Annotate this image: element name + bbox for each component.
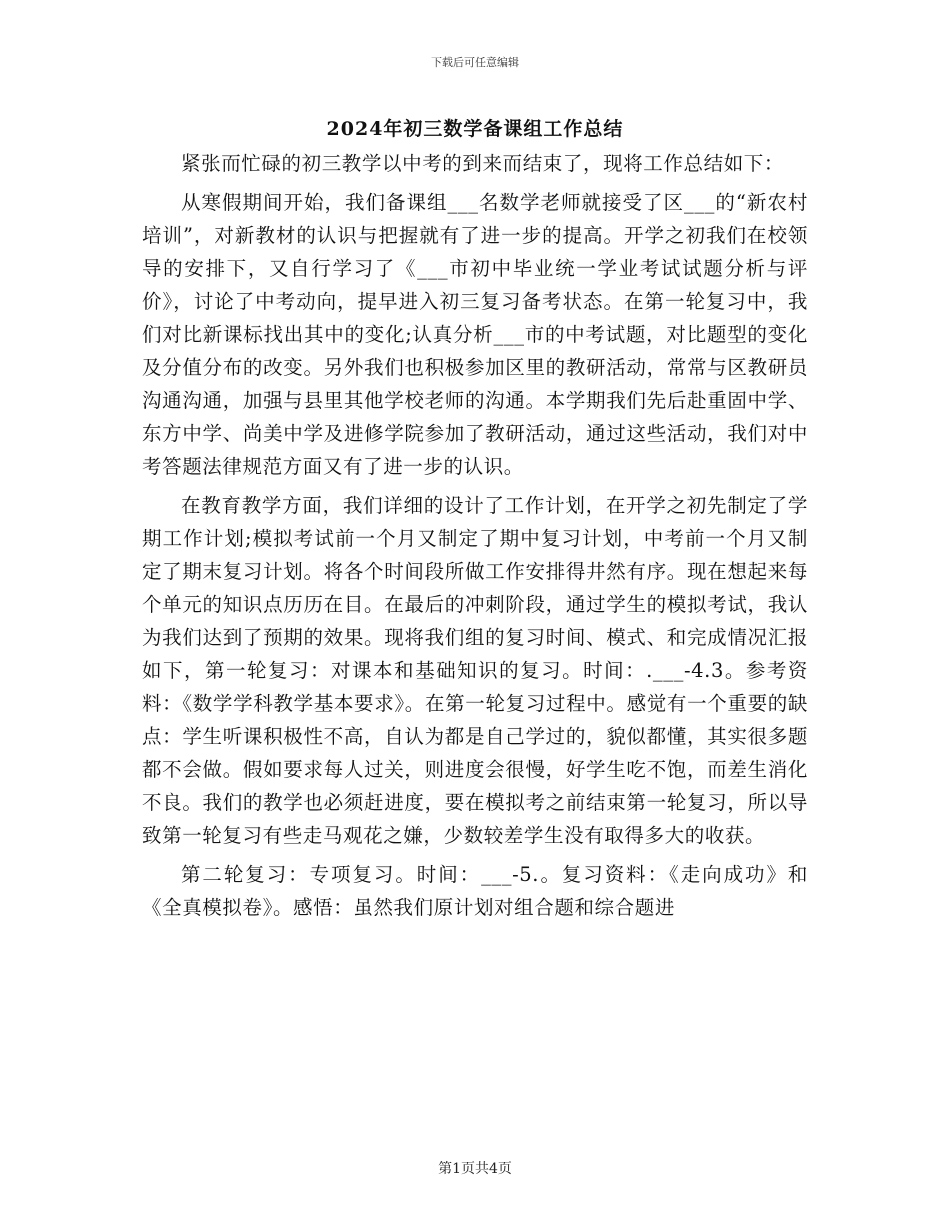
document-body	[142, 147, 808, 930]
paragraph-intro: 紧张而忙碌的初三教学以中考的到来而结束了，现将工作总结如下：	[181, 152, 785, 175]
paragraph-teaching-plan: 在教育教学方面，我们详细的设计了工作计划，在开学之初先制定了学期工作计划;模拟考试前一个月又制定了期中复习计划，中考前一个月又制定了期末复习计划。将各个时间段所做工作安排得井然有序。现在想起来每个单元的知识点历历在目。在最后的冲刺阶段，通过学生的模拟考试，我认为我们达到了预期的效果。现将我们组的复习时间、模式、和完成情况汇报如下，第一轮复习：对课本和基础知识的复习。时间：.___-4.3。参考资料：《数学学科教学基本要求》。在第一轮复习过程中。感觉有一个重要的缺点：学生听课积极性不高，自认为都是自己学过的，貌似都懂，其实很多题都不会做。假如要求每人过关，则进度会很慢，好学生吃不饱，而差生消化不良。我们的教学也必须赶进度，要在模拟考之前结束第一轮复习，所以导致第一轮复习有些走马观花之嫌，少数较差学生没有取得多大的收获。	[142, 494, 808, 847]
page-indicator: 第1页共4页	[438, 1161, 512, 1177]
document-title: 2024年初三数学备课组工作总结	[326, 118, 624, 140]
paragraph-training: 从寒假期间开始，我们备课组___名数学老师就接受了区___的“新农村培训”，对新教材的认识与把握就有了进一步的提高。开学之初我们在校领导的安排下，又自行学习了《___市初中毕业统一学业考试试题分析与评价》，讨论了中考动向，提早进入初三复习备考状态。在第一轮复习中，我们对比新课标找出其中的变化;认真分析___市的中考试题，对比题型的变化及分值分布的改变。另外我们也积极参加区里的教研活动，常常与区教研员沟通沟通，加强与县里其他学校老师的沟通。本学期我们先后赴重固中学、东方中学、尚美中学及进修学院参加了教研活动，通过这些活动，我们对中考答题法律规范方面又有了进一步的认识。	[142, 191, 808, 478]
paragraph-second-round: 第二轮复习：专项复习。时间：___-5.。复习资料：《走向成功》和《全真模拟卷》。感悟：虽然我们原计划对组合题和综合题进	[142, 863, 808, 919]
header-note: 下载后可任意编辑	[431, 56, 519, 69]
